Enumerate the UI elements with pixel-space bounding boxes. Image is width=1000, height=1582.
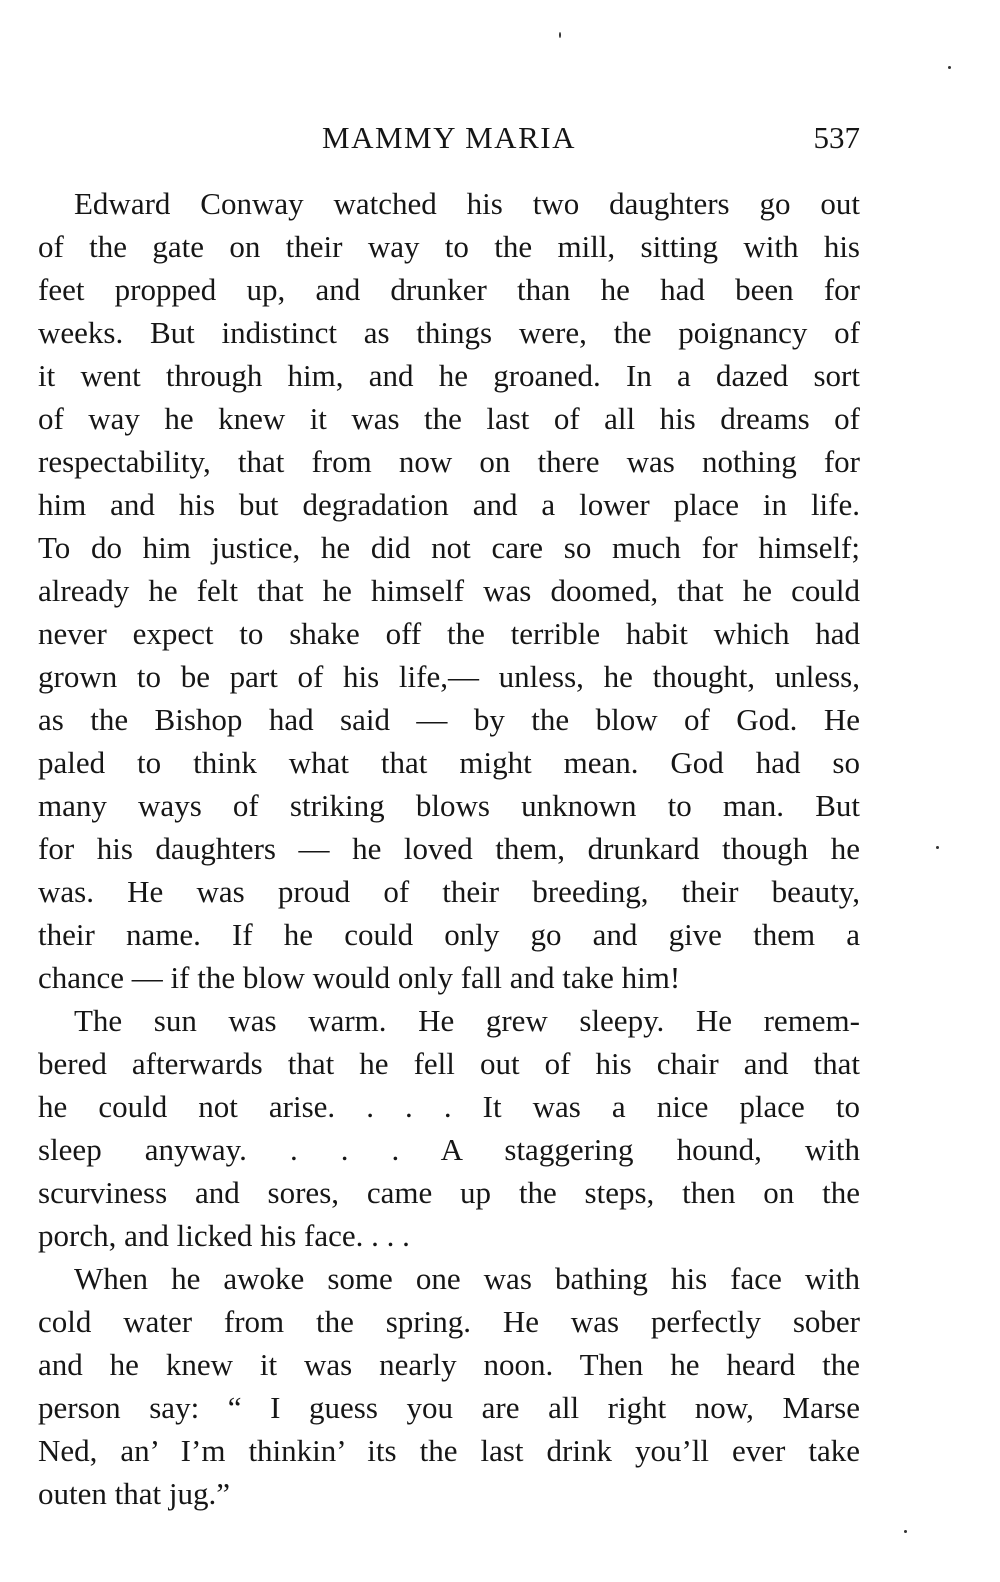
text-line: was. He was proud of their breeding, their beauty,: [38, 874, 860, 909]
text-line: Ned, an’ I’m thinkin’ its the last drink you’ll ever take: [38, 1433, 860, 1468]
text-line: The sun was warm. He grew sleepy. He remem-: [74, 1003, 860, 1038]
text-line: it went through him, and he groaned. In a dazed sort: [38, 358, 860, 393]
print-speck: [559, 32, 561, 38]
text-line: for his daughters — he loved them, drunkard though he: [38, 831, 860, 866]
running-title: MAMMY MARIA: [322, 120, 576, 155]
text-line: he could not arise. . . . It was a nice place to: [38, 1089, 860, 1124]
text-line: weeks. But indistinct as things were, the poignancy of: [38, 315, 860, 350]
text-line: never expect to shake off the terrible habit which had: [38, 616, 860, 651]
text-line: When he awoke some one was bathing his face with: [74, 1261, 860, 1296]
text-line: as the Bishop had said — by the blow of God. He: [38, 702, 860, 737]
text-line: of way he knew it was the last of all his dreams of: [38, 401, 860, 436]
print-speck: [904, 1530, 907, 1533]
text-line: bered afterwards that he fell out of his chair and that: [38, 1046, 860, 1081]
text-line: outen that jug.”: [38, 1476, 230, 1511]
book-page: [38, 112, 860, 1515]
text-line: feet propped up, and drunker than he had been for: [38, 272, 860, 307]
text-line: cold water from the spring. He was perfectly sober: [38, 1304, 860, 1339]
text-line: scurviness and sores, came up the steps, then on the: [38, 1175, 860, 1210]
text-line: him and his but degradation and a lower place in life.: [38, 487, 860, 522]
page-number: 537: [813, 120, 860, 155]
text-line: sleep anyway. . . . A staggering hound, with: [38, 1132, 860, 1167]
paragraph: [38, 182, 860, 999]
text-line: of the gate on their way to the mill, sitting with his: [38, 229, 860, 264]
print-speck: [936, 846, 939, 849]
text-line: and he knew it was nearly noon. Then he heard the: [38, 1347, 860, 1382]
print-speck: [948, 66, 951, 69]
text-line: Edward Conway watched his two daughters go out: [74, 186, 860, 221]
text-line: person say: “ I guess you are all right now, Marse: [38, 1390, 860, 1425]
text-line: their name. If he could only go and give them a: [38, 917, 860, 952]
running-head: [38, 112, 860, 164]
text-line: many ways of striking blows unknown to man. But: [38, 788, 860, 823]
text-line: grown to be part of his life,— unless, he thought, unless,: [38, 659, 860, 694]
text-line: already he felt that he himself was doomed, that he could: [38, 573, 860, 608]
text-line: paled to think what that might mean. God had so: [38, 745, 860, 780]
text-line: porch, and licked his face. . . .: [38, 1218, 410, 1253]
text-line: respectability, that from now on there was nothing for: [38, 444, 860, 479]
text-line: To do him justice, he did not care so much for himself;: [38, 530, 860, 565]
text-line: chance — if the blow would only fall and take him!: [38, 960, 681, 995]
paragraph: [38, 1257, 860, 1515]
body-text: [38, 182, 860, 1515]
paragraph: [38, 999, 860, 1257]
